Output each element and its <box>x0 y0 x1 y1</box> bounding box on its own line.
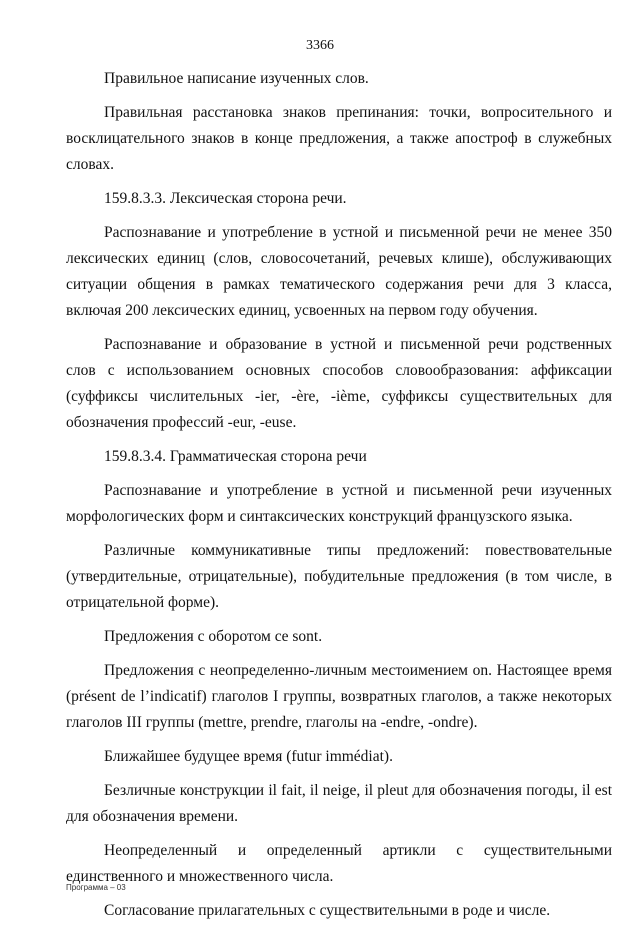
paragraph-ce-sont: Предложения с оборотом ce sont. <box>104 628 323 645</box>
paragraph-agreement: Согласование прилагательных с существительными в роде и числе. <box>104 902 551 919</box>
paragraph-sentence-types: Различные коммуникативные типы предложений: повествовательные (утвердительные, отрицательные), побудительные предложения (в том числе, в отрицательной форме). <box>66 542 612 611</box>
page-number: 3366 <box>306 38 334 53</box>
paragraph-punctuation: Правильная расстановка знаков препинания: точки, вопросительного и восклицательного знаков в конце предложения, а также апостроф в служебных словах. <box>66 104 612 173</box>
paragraph-morphology: Распознавание и употребление в устной и письменной речи изученных морфологических форм и синтаксических конструкций французского языка. <box>66 482 612 525</box>
paragraph-spelling: Правильное написание изученных слов. <box>104 70 369 87</box>
paragraph-lexical-units: Распознавание и употребление в устной и письменной речи не менее 350 лексических единиц (слов, словосочетаний, речевых клише), обслуживающих ситуации общения в рамках тематического содержания речи для 3 класса, включая 200 лексических единиц, усвоенных на первом году обучения. <box>66 224 612 319</box>
document-body <box>66 66 612 932</box>
paragraph-articles: Неопределенный и определенный артикли с существительными единственного и множественного числа. <box>66 842 612 885</box>
section-heading-lexical: 159.8.3.3. Лексическая сторона речи. <box>104 190 347 207</box>
paragraph-impersonal: Безличные конструкции il fait, il neige, il pleut для обозначения погоды, il est для обозначения времени. <box>66 782 612 825</box>
section-heading-grammar: 159.8.3.4. Грамматическая сторона речи <box>104 448 367 465</box>
footer-program-label: Программа – 03 <box>66 883 126 892</box>
paragraph-word-formation: Распознавание и образование в устной и письменной речи родственных слов с использованием основных способов словообразования: аффиксации (суффиксы числительных -ier, -ère, -ième, суффиксы существительных для обозначения профессий -eur, -euse. <box>66 336 612 431</box>
paragraph-present-tense: Предложения с неопределенно-личным местоимением on. Настоящее время (présent de l’indicatif) глаголов I группы, возвратных глаголов, а также некоторых глаголов III группы (mettre, prendre, глаголы на -endre, -ondre). <box>66 662 612 731</box>
paragraph-futur-immediat: Ближайшее будущее время (futur immédiat). <box>104 748 393 765</box>
